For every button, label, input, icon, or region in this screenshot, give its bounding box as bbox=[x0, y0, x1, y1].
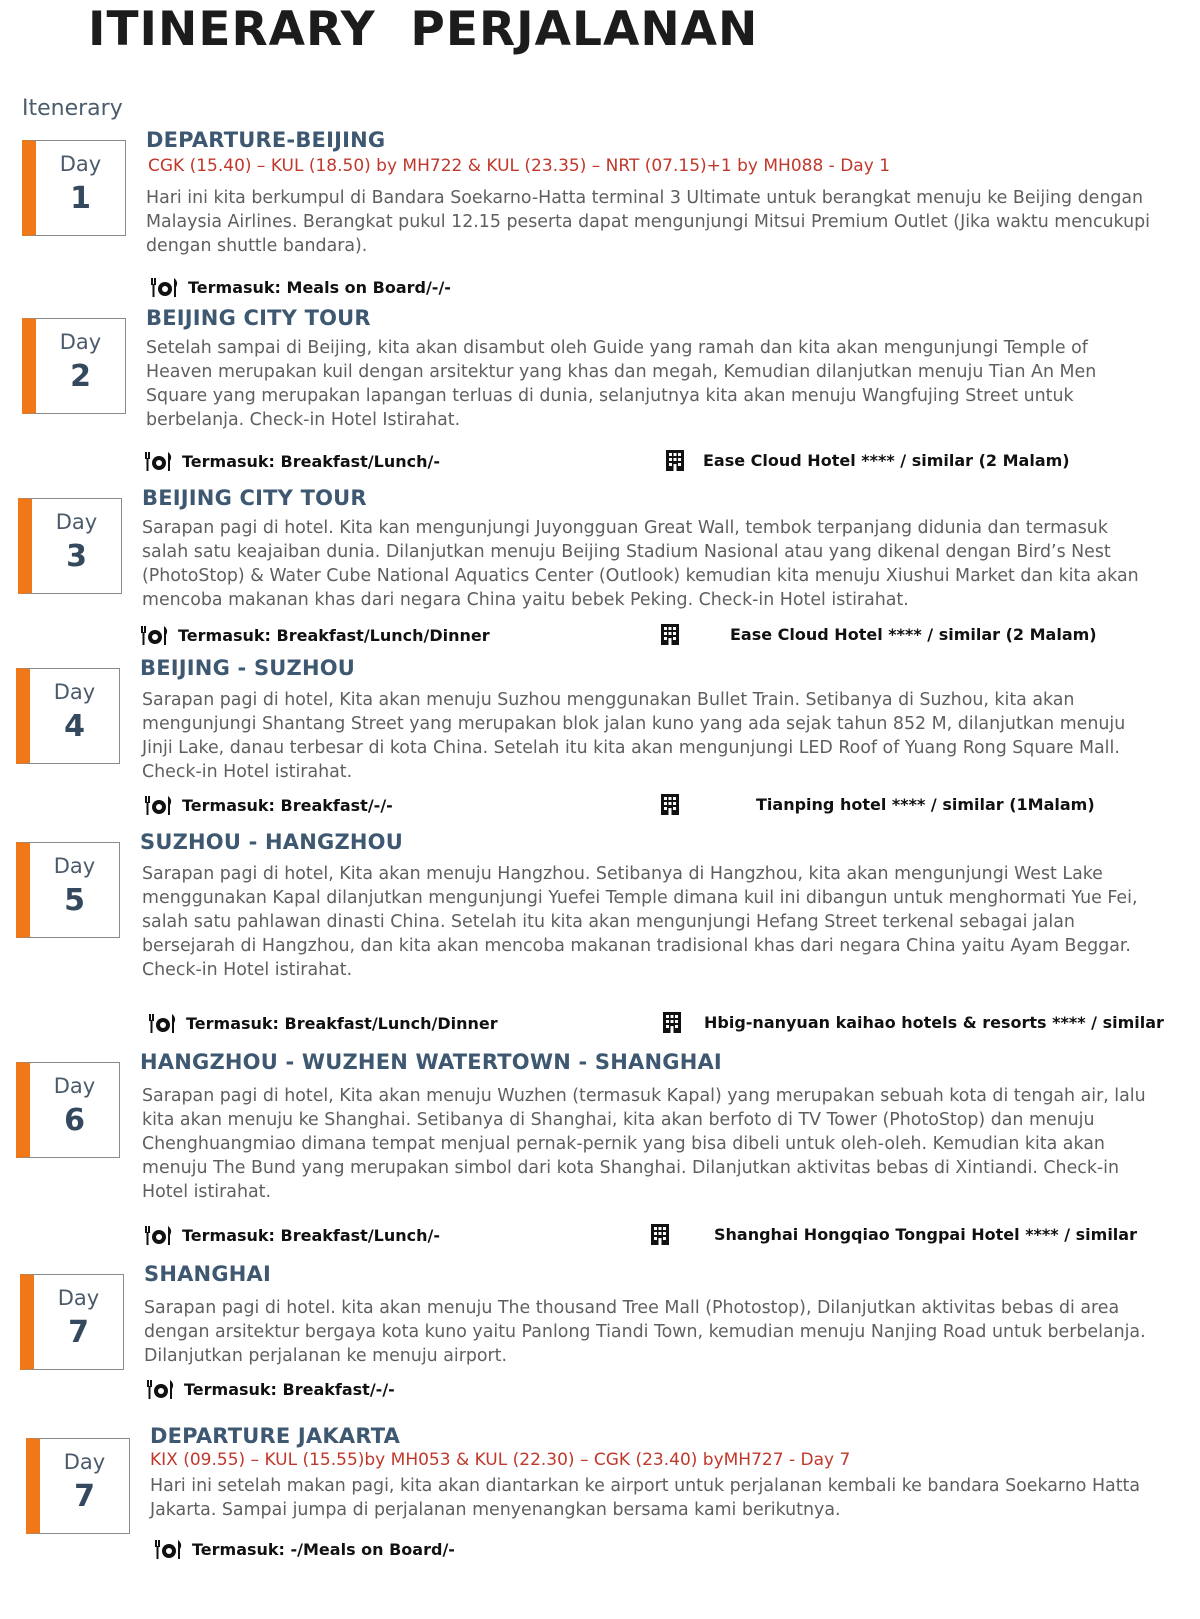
meal-info bbox=[144, 450, 440, 472]
hotel-building-icon bbox=[650, 1222, 670, 1246]
day-number: 4 bbox=[64, 709, 85, 744]
day-number: 5 bbox=[64, 883, 85, 918]
meal-info bbox=[144, 1224, 440, 1246]
day-number: 7 bbox=[74, 1479, 95, 1514]
meal-icon bbox=[144, 450, 174, 472]
day-description: Hari ini kita berkumpul di Bandara Soekarno-Hatta terminal 3 Ultimate untuk berangkat menuju ke Beijing dengan Malaysia Airlines. Berangkat pukul 12.15 peserta dapat mengunjungi Mitsui Premium Outlet (Jika waktu mencukupi dengan shuttle bandara). bbox=[146, 188, 1150, 256]
day-label: Day bbox=[59, 330, 102, 354]
meal-icon bbox=[140, 624, 170, 646]
day-label: Day bbox=[55, 510, 98, 534]
hotel-info bbox=[665, 448, 1070, 472]
meal-text: Termasuk: Breakfast/-/- bbox=[184, 1379, 395, 1399]
day-badge bbox=[16, 842, 120, 938]
hotel-info bbox=[650, 1222, 1137, 1246]
day-title: DEPARTURE JAKARTA bbox=[150, 1424, 401, 1448]
meal-info bbox=[146, 1378, 395, 1400]
itinerary-subtitle: Itenerary bbox=[22, 96, 123, 121]
day-badge bbox=[16, 1062, 120, 1158]
day-title: BEIJING CITY TOUR bbox=[142, 486, 367, 510]
day-label: Day bbox=[53, 680, 96, 704]
day-title: HANGZHOU - WUZHEN WATERTOWN - SHANGHAI bbox=[140, 1050, 722, 1074]
meal-text: Termasuk: -/Meals on Board/- bbox=[192, 1539, 455, 1559]
day-number: 6 bbox=[64, 1103, 85, 1138]
day-number: 1 bbox=[70, 181, 91, 216]
meal-info bbox=[154, 1538, 455, 1560]
meal-info bbox=[148, 1012, 498, 1034]
day-description: Setelah sampai di Beijing, kita akan disambut oleh Guide yang ramah dan kita akan mengunjungi Temple of Heaven merupakan kuil dengan arsitektur yang khas dan megah, Kemudian dilanjutkan menuju Tian An Men Square yang merupakan lapangan terluas di dunia, selanjutnya kita akan menuju Wangfujing Street untuk berbelanja. Check-in Hotel Istirahat. bbox=[146, 338, 1097, 430]
day-label: Day bbox=[53, 1074, 96, 1098]
hotel-text: Tianping hotel **** / similar (1Malam) bbox=[756, 794, 1095, 814]
day-badge bbox=[16, 668, 120, 764]
day-title: SHANGHAI bbox=[144, 1262, 272, 1286]
day-badge bbox=[18, 498, 122, 594]
hotel-building-icon bbox=[665, 448, 685, 472]
hotel-building-icon bbox=[662, 1010, 682, 1034]
day-description: Hari ini setelah makan pagi, kita akan diantarkan ke airport untuk perjalanan kembali ke bandara Soekarno Hatta Jakarta. Sampai jumpa di perjalanan menyenangkan bersama kami berikutnya. bbox=[150, 1476, 1140, 1520]
hotel-info bbox=[660, 622, 1097, 646]
hotel-info bbox=[662, 1010, 1164, 1034]
hotel-text: Hbig-nanyuan kaihao hotels & resorts **** / similar bbox=[704, 1012, 1164, 1032]
day-title: SUZHOU - HANGZHOU bbox=[140, 830, 403, 854]
meal-text: Termasuk: Breakfast/Lunch/- bbox=[182, 451, 441, 471]
hotel-building-icon bbox=[660, 622, 680, 646]
meal-info bbox=[144, 794, 393, 816]
meal-info bbox=[140, 624, 490, 646]
day-number: 3 bbox=[66, 539, 87, 574]
meal-icon bbox=[144, 794, 174, 816]
meal-text: Termasuk: Meals on Board/-/- bbox=[188, 277, 451, 297]
day-badge bbox=[20, 1274, 124, 1370]
day-description: Sarapan pagi di hotel. kita akan menuju The thousand Tree Mall (Photostop), Dilanjutkan aktivitas bebas di area dengan arsitektur bergaya kota kuno yaitu Panlong Tiandi Town, kemudian menuju Nanjing Road untuk berbelanja. Dilanjutkan perjalanan ke menuju airport. bbox=[144, 1298, 1146, 1366]
meal-info bbox=[150, 276, 451, 298]
day-number: 2 bbox=[70, 359, 91, 394]
hotel-text: Shanghai Hongqiao Tongpai Hotel **** / similar bbox=[714, 1224, 1137, 1244]
day-description: Sarapan pagi di hotel, Kita akan menuju Suzhou menggunakan Bullet Train. Setibanya di Suzhou, kita akan mengunjungi Shantang Street yang merupakan blok jalan kuno yang ada sejak tahun 852 M, dilanjutkan menuju Jinji Lake, danau terbesar di kota China. Setelah itu kita akan mengunjungi LED Roof of Yuang Rong Square Mall. Check-in Hotel istirahat. bbox=[142, 690, 1126, 782]
meal-text: Termasuk: Breakfast/Lunch/Dinner bbox=[186, 1013, 498, 1033]
hotel-text: Ease Cloud Hotel **** / similar (2 Malam) bbox=[703, 450, 1070, 470]
meal-text: Termasuk: Breakfast/-/- bbox=[182, 795, 393, 815]
flight-info: KIX (09.55) – KUL (15.55)by MH053 & KUL (22.30) – CGK (23.40) byMH727 - Day 7 bbox=[150, 1450, 851, 1470]
day-description: Sarapan pagi di hotel, Kita akan menuju Wuzhen (termasuk Kapal) yang merupakan sebuah kota di tengah air, lalu kita akan menuju ke Shanghai. Setibanya di Shanghai, kita akan berfoto di TV Tower (PhotoStop) dan menuju Chenghuangmiao dimana tempat menjual pernak-pernik yang bisa dibeli untuk oleh-oleh. Kemudian kita akan menuju The Bund yang merupakan simbol dari kota Shanghai. Dilanjutkan aktivitas bebas di Xintiandi. Check-in Hotel istirahat. bbox=[142, 1086, 1146, 1202]
day-label: Day bbox=[59, 152, 102, 176]
meal-icon bbox=[148, 1012, 178, 1034]
hotel-info bbox=[660, 792, 1095, 816]
day-badge bbox=[22, 140, 126, 236]
meal-icon bbox=[144, 1224, 174, 1246]
page-title: ITINERARY PERJALANAN bbox=[88, 2, 759, 57]
day-label: Day bbox=[57, 1286, 100, 1310]
day-title: BEIJING CITY TOUR bbox=[146, 306, 371, 330]
day-title: BEIJING - SUZHOU bbox=[140, 656, 356, 680]
meal-text: Termasuk: Breakfast/Lunch/- bbox=[182, 1225, 441, 1245]
meal-icon bbox=[150, 276, 180, 298]
hotel-text: Ease Cloud Hotel **** / similar (2 Malam) bbox=[730, 624, 1097, 644]
day-description: Sarapan pagi di hotel, Kita akan menuju Hangzhou. Setibanya di Hangzhou, kita akan mengunjungi West Lake menggunakan Kapal dilanjutkan mengunjungi Yuefei Temple dimana kuil ini dibangun untuk menghormati Yue Fei, salah satu pahlawan dinasti China. Setelah itu kita akan mengunjungi Hefang Street terkenal sebagai jalan bersejarah di Hangzhou, dan kita akan mencoba makanan tradisional khas dari negara China yaitu Ayam Beggar. Check-in Hotel istirahat. bbox=[142, 864, 1138, 980]
day-title: DEPARTURE-BEIJING bbox=[146, 128, 386, 152]
day-label: Day bbox=[53, 854, 96, 878]
hotel-building-icon bbox=[660, 792, 680, 816]
meal-icon bbox=[154, 1538, 184, 1560]
day-description: Sarapan pagi di hotel. Kita kan mengunjungi Juyongguan Great Wall, tembok terpanjang didunia dan termasuk salah satu keajaiban dunia. Dilanjutkan menuju Beijing Stadium Nasional atau yang dikenal dengan Bird’s Nest (PhotoStop) & Water Cube National Aquatics Center (Outlook) kemudian kita menuju Xiushui Market dan kita akan mencoba makanan khas dari negara China yaitu bebek Peking. Check-in Hotel istirahat. bbox=[142, 518, 1139, 610]
day-badge bbox=[22, 318, 126, 414]
day-number: 7 bbox=[68, 1315, 89, 1350]
day-badge bbox=[26, 1438, 130, 1534]
meal-text: Termasuk: Breakfast/Lunch/Dinner bbox=[178, 625, 490, 645]
flight-info: CGK (15.40) – KUL (18.50) by MH722 & KUL (23.35) – NRT (07.15)+1 by MH088 - Day 1 bbox=[148, 156, 891, 176]
meal-icon bbox=[146, 1378, 176, 1400]
day-label: Day bbox=[63, 1450, 106, 1474]
